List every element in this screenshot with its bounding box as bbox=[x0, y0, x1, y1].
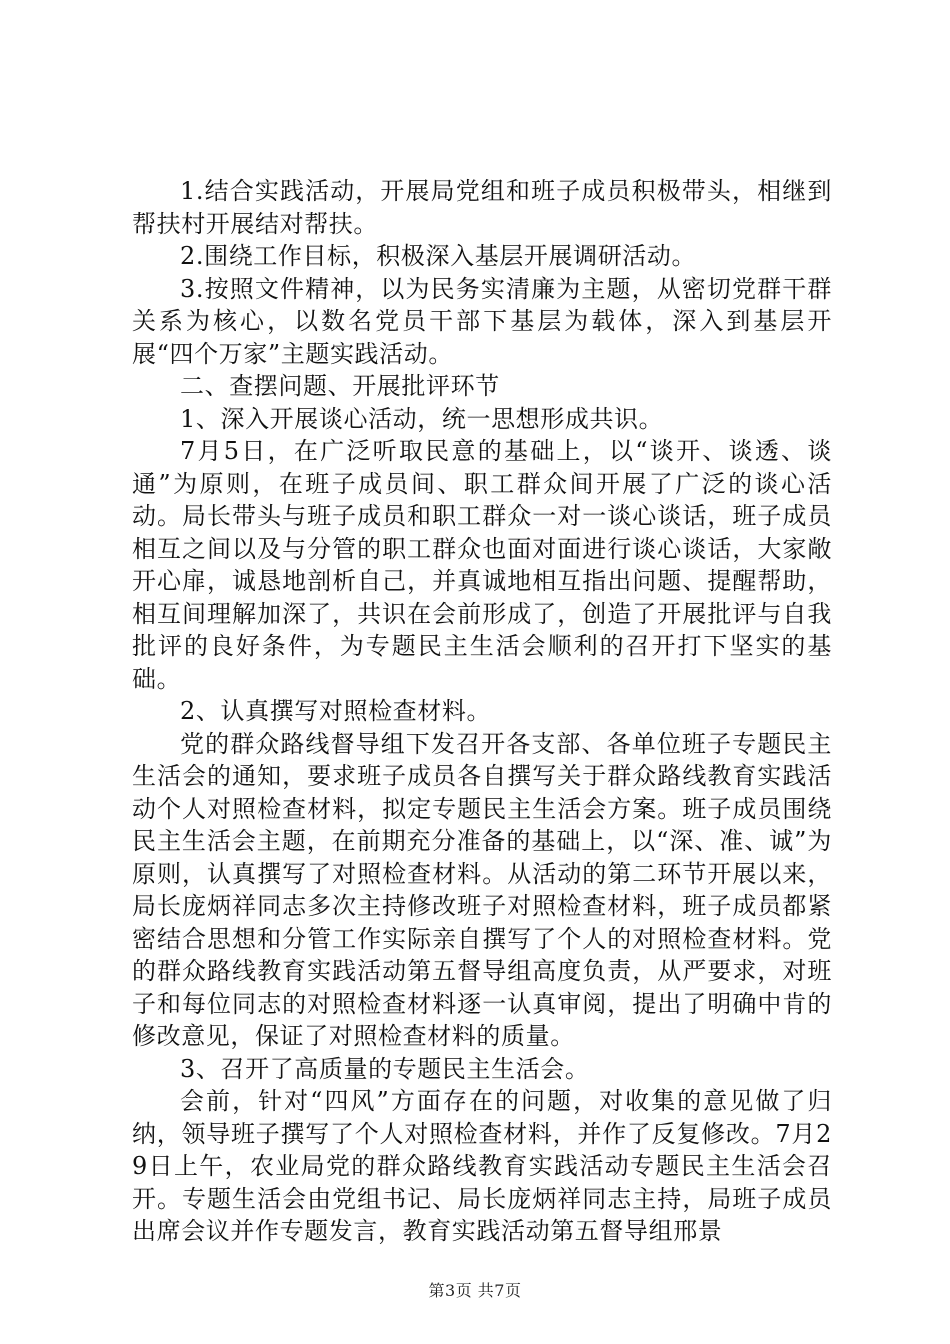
subheading-3: 3、召开了高质量的专题民主生活会。 bbox=[180, 1054, 590, 1083]
paragraph-talks: 7月5日，在广泛听取民意的基础上，以“谈开、谈透、谈通”为原则，在班子成员间、职工群众间开展了广泛的谈心活动。局长带头与班子成员和职工群众一对一谈心谈话，班子成员相互之间以及与分管的职工群众也面对面进行谈心谈话，大家敞开心扉，诚恳地剖析自己，并真诚地相互指出问题、提醒帮助，相互间理解加深了，共识在会前形成了，创造了开展批评与自我批评的良好条件，为专题民主生活会顺利的召开打下坚实的基础。 bbox=[132, 437, 832, 693]
page-number-footer: 第3页 共7页 bbox=[428, 1281, 522, 1300]
paragraph-item-2: 2.围绕工作目标，积极深入基层开展调研活动。 bbox=[180, 242, 697, 270]
paragraph-materials: 党的群众路线督导组下发召开各支部、各单位班子专题民主生活会的通知，要求班子成员各自撰写关于群众路线教育实践活动个人对照检查材料，拟定专题民主生活会方案。班子成员围绕民主生活会主题，在前期充分准备的基础上，以“深、准、诚”为原则，认真撰写了对照检查材料。从活动的第二环节开展以来，局长庞炳祥同志多次主持修改班子对照检查材料，班子成员都紧密结合思想和分管工作实际亲自撰写了个人的对照检查材料。党的群众路线教育实践活动第五督导组高度负责，从严要求，对班子和每位同志的对照检查材料逐一认真审阅，提出了明确中肯的修改意见，保证了对照检查材料的质量。 bbox=[132, 729, 832, 1050]
subheading-2: 2、认真撰写对照检查材料。 bbox=[180, 697, 492, 725]
paragraph-item-3: 3.按照文件精神，以为民务实清廉为主题，从密切党群干群关系为核心，以数名党员干部下基层为载体，深入到基层开展“四个万家”主题实践活动。 bbox=[132, 274, 832, 368]
section-heading: 二、查摆问题、开展批评环节 bbox=[180, 372, 500, 400]
paragraph-item-1: 1.结合实践活动，开展局党组和班子成员积极带头，相继到帮扶村开展结对帮扶。 bbox=[132, 177, 832, 238]
document-body bbox=[132, 175, 832, 1248]
subheading-1: 1、深入开展谈心活动，统一思想形成共识。 bbox=[180, 404, 664, 433]
paragraph-meeting: 会前，针对“四风”方面存在的问题，对收集的意见做了归纳，领导班子撰写了个人对照检查材料，并作了反复修改。7月29日上午，农业局党的群众路线教育实践活动专题民主生活会召开。专题生活会由党组书记、局长庞炳祥同志主持，局班子成员出席会议并作专题发言，教育实践活动第五督导组邢景 bbox=[132, 1087, 832, 1245]
